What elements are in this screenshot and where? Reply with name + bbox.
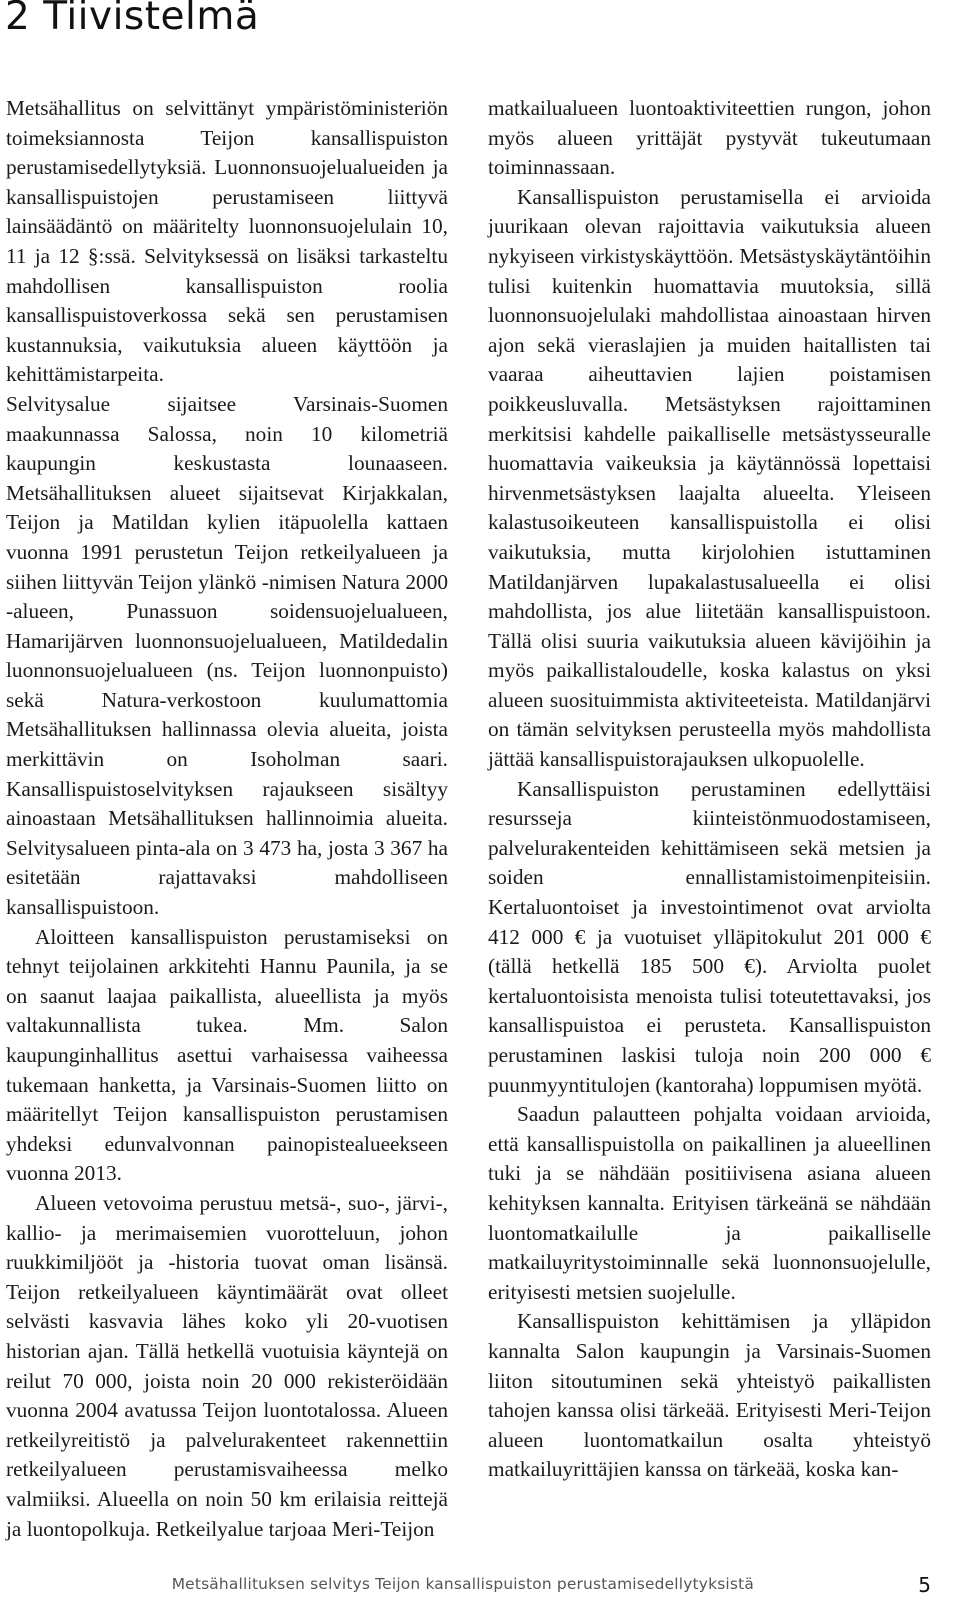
paragraph: Kansallispuiston kehittämisen ja ylläpidon kannalta Salon kaupungin ja Varsinais-Suomen liiton sitoutuminen sekä yhteistyö paikallisten tahojen kanssa olisi tärkeää. Erityisesti Meri-Teijon alueen luontomatkailun osalta yhteistyö matkailuyrittäjien kanssa on tärkeää, koska kan- bbox=[488, 1309, 931, 1482]
left-column bbox=[6, 94, 448, 1544]
right-column bbox=[488, 94, 931, 1485]
paragraph: Alueen vetovoima perustuu metsä-, suo-, järvi-, kallio- ja merimaisemien vuorotteluun, johon ruukkimiljööt ja -historia tuovat oman lisänsä. Teijon retkeilyalueen käyntimäärät ovat olleet selvästi kasvavia lähes koko yli 20-vuotisen historian ajan. Tällä hetkellä vuotuisia käyntejä on reilut 70 000, joista noin 20 000 rekisteröidään vuonna 2004 avatussa Teijon luontotalossa. Alueen retkeilyreitistö ja palvelurakenteet rakennettiin retkeilyalueen perustamisvaiheessa melko valmiiksi. Alueella on noin 50 km erilaisia reittejä ja luontopolkuja. Retkeilyalue tarjoaa Meri-Teijon bbox=[6, 1190, 448, 1541]
paragraph: Aloitteen kansallispuiston perustamiseksi on tehnyt teijolainen arkkitehti Hannu Paunila, ja se on saanut laajaa paikallista, alueellista ja myös valtakunnallista tukea. Mm. Salon kaupunginhallitus asettui varhaisessa vaiheessa tukemaan hanketta, ja Varsinais-Suomen liitto on määritellyt Teijon kansallispuiston perustamisen yhdeksi edunvalvonnan painopistealueekseen vuonna 2013. bbox=[6, 924, 448, 1186]
paragraph: Metsähallitus on selvittänyt ympäristöministeriön toimeksiannosta Teijon kansallispuiston perustamisedellytyksiä. Luonnonsuojelualueiden ja kansallispuistojen perustamiseen liittyvä lainsäädäntö on määritelty luonnonsuojelulain 10, 11 ja 12 §:ssä. Selvityksessä on lisäksi tarkasteltu mahdollisen kansallispuiston roolia kansallispuistoverkossa sekä sen perustamisen kustannuksia, vaikutuksia alueen käyttöön ja kehittämistarpeita. bbox=[6, 96, 448, 387]
paragraph: Selvitysalue sijaitsee Varsinais-Suomen maakunnassa Salossa, noin 10 kilometriä kaupungin keskustasta lounaaseen. Metsähallituksen alueet sijaitsevat Kirjakkalan, Teijon ja Matildan kylien itäpuolella kattaen vuonna 1991 perustetun Teijon retkeilyalueen ja siihen liittyvän Teijon ylänkö -nimisen Natura 2000 -alueen, Punassuon soidensuojelualueen, Hamarijärven luonnonsuojelualueen, Matildedalin luonnonsuojelualueen (ns. Teijon luonnonpuisto) sekä Natura-verkostoon kuulumattomia Metsähallituksen hallinnassa olevia alueita, joista merkittävin on Isoholman saari. Kansallispuistoselvityksen rajaukseen sisältyy ainoastaan Metsähallituksen hallinnoimia alueita. Selvitysalueen pinta-ala on 3 473 ha, josta 3 367 ha esitetään rajattavaksi mahdolliseen kansallispuistoon. bbox=[6, 391, 448, 920]
paragraph: Kansallispuiston perustaminen edellyttäisi resursseja kiinteistönmuodostamiseen, palvelurakenteiden kehittämiseen sekä metsien ja soiden ennallistamistoimenpiteisiin. Kertaluontoiset ja investointimenot ovat arviolta 412 000 € ja vuotuiset ylläpitokulut 201 000 € (tällä hetkellä 185 500 €). Arviolta puolet kertaluontoisista menoista tulisi toteutettavaksi, jos kansallispuistoa ei perusteta. Kansallispuiston perustaminen laskisi tuloja noin 200 000 € puunmyyntitulojen (kantoraha) loppumisen myötä. bbox=[488, 776, 931, 1097]
paragraph: matkailualueen luontoaktiviteettien rungon, johon myös alueen yrittäjät pystyvät tukeutumaan toiminnassaan. bbox=[488, 96, 931, 180]
footer-title: Metsähallituksen selvitys Teijon kansallispuiston perustamisedellytyksistä bbox=[171, 1575, 754, 1593]
page-heading: 2 Tiivistelmä bbox=[5, 0, 260, 39]
page-number: 5 bbox=[918, 1573, 931, 1597]
page-footer bbox=[0, 1575, 960, 1603]
paragraph: Kansallispuiston perustamisella ei arvioida juurikaan olevan rajoittavia vaikutuksia alueen nykyiseen virkistyskäyttöön. Metsästyskäytäntöihin tulisi kuitenkin huomattavia muutoksia, sillä luonnonsuojelulaki mahdollistaa ainoastaan hirven ajon sekä vieraslajien ja muiden haitallisten tai vaaraa aiheuttavien lajien poistamisen poikkeusluvalla. Metsästyksen rajoittaminen merkitsisi kahdelle paikalliselle metsästysseuralle huomattavia vaikeuksia ja käytännössä lopettaisi hirvenmetsästyksen laajalta alueelta. Yleiseen kalastusoikeuteen kansallispuistolla ei olisi vaikutuksia, mutta kirjolohien istuttaminen Matildanjärven lupakalastusalueella ei olisi mahdollista, jos alue liitetään kansallispuistoon. Tällä olisi suuria vaikutuksia alueen kävijöihin ja myös paikallistaloudelle, koska kalastus on yksi alueen suosituimmista aktiviteeteista. Matildanjärvi on tämän selvityksen perusteella myös mahdollista jättää kansallispuistorajauksen ulkopuolelle. bbox=[488, 184, 931, 772]
paragraph: Saadun palautteen pohjalta voidaan arvioida, että kansallispuistolla on paikallinen ja alueellinen tuki ja se nähdään positiivisena asiana alueen kehityksen kannalta. Erityisen tärkeänä se nähdään luontomatkailulle ja paikalliselle matkailuyritystoiminnalle sekä luonnonsuojelulle, erityisesti metsien suojelulle. bbox=[488, 1102, 931, 1304]
